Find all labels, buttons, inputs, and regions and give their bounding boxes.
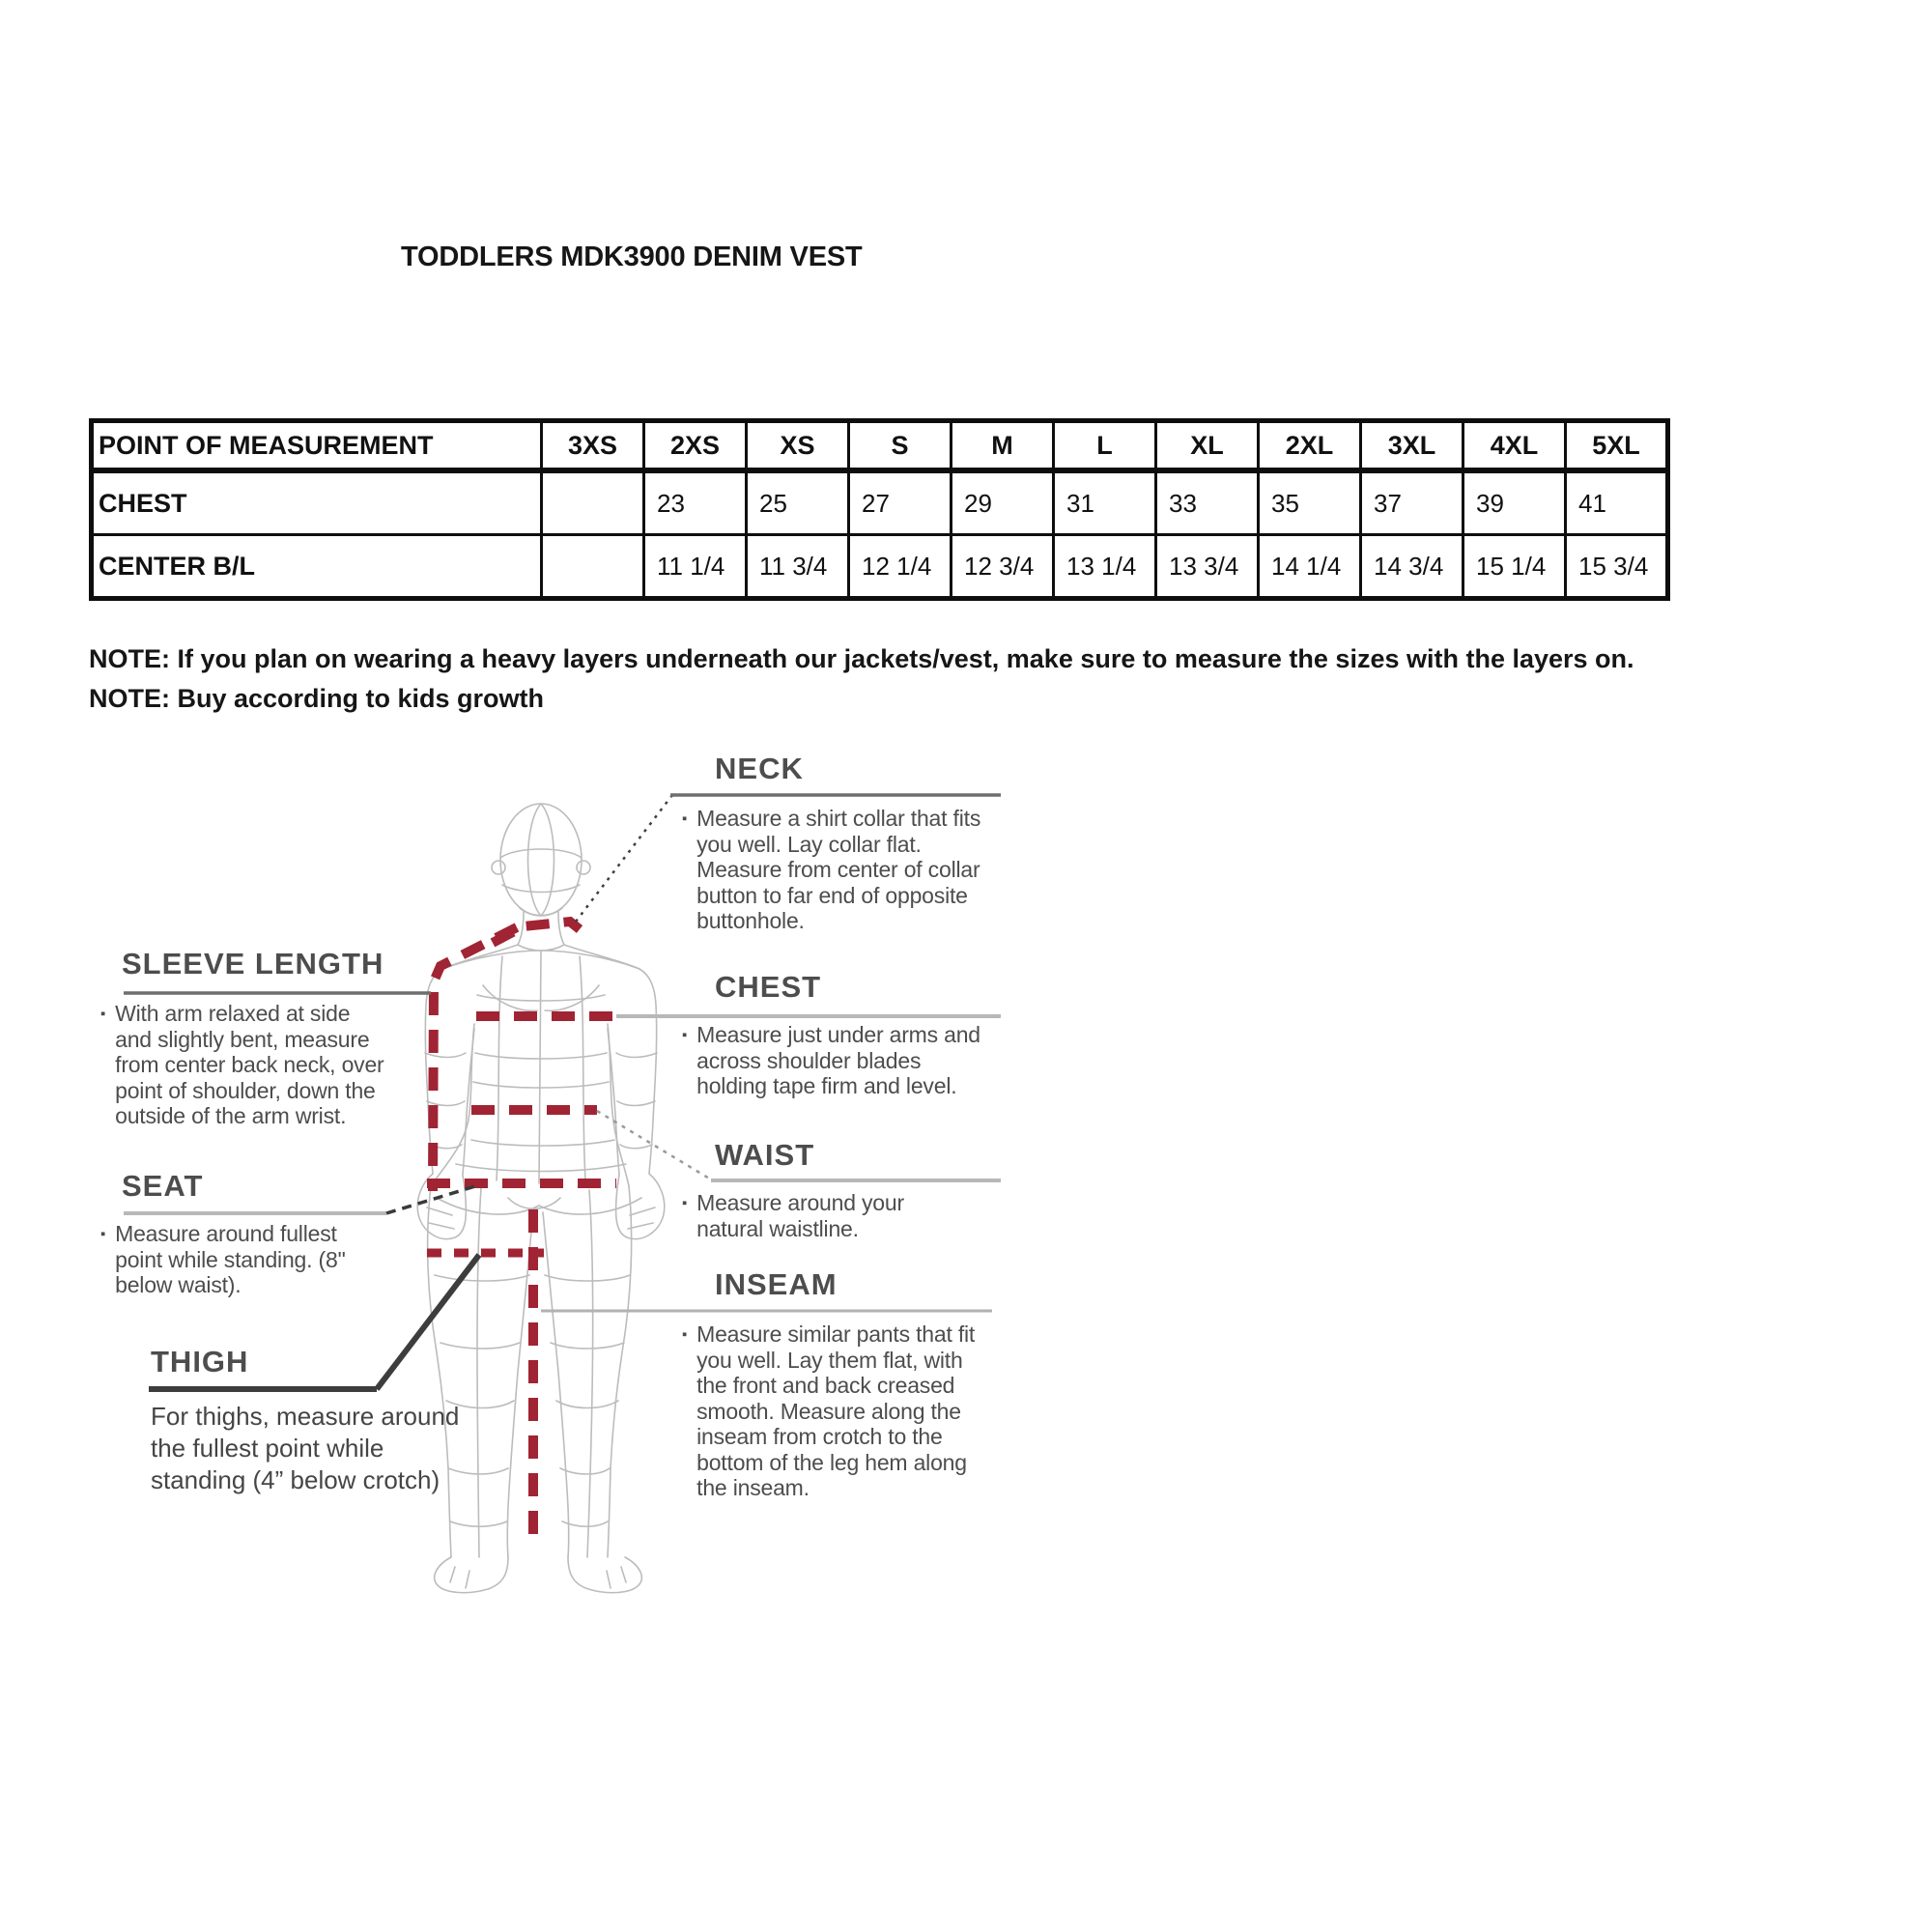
table-row — [92, 470, 1668, 535]
table-cell — [542, 535, 644, 599]
column-header: L — [1054, 421, 1156, 471]
column-header: POINT OF MEASUREMENT — [92, 421, 542, 471]
table-cell: 35 — [1259, 470, 1361, 535]
sleeve-length-description: ▪ With arm relaxed at side and slightly bent, measure from center back neck, over point of shoulder, down the outside of the arm wrist. — [100, 1001, 384, 1128]
table-row — [92, 535, 1668, 599]
table-cell: 25 — [747, 470, 849, 535]
waist-description: ▪ Measure around your natural waistline. — [682, 1190, 904, 1241]
inseam-heading: INSEAM — [715, 1267, 838, 1301]
table-cell: 33 — [1156, 470, 1259, 535]
note-growth: NOTE: Buy according to kids growth — [89, 684, 545, 713]
neck-description: ▪ Measure a shirt collar that fits you well. Lay collar flat. Measure from center of collar button to far end of opposite buttonhole. — [682, 806, 981, 933]
column-header: 2XL — [1259, 421, 1361, 471]
row-label: CENTER B/L — [92, 535, 542, 599]
bullet-icon: ▪ — [682, 1195, 688, 1211]
table-cell: 23 — [644, 470, 747, 535]
table-cell: 12 1/4 — [849, 535, 952, 599]
table-cell: 12 3/4 — [952, 535, 1054, 599]
neck-leader-line — [576, 795, 672, 922]
row-label: CHEST — [92, 470, 542, 535]
sleeve-measure-line — [433, 927, 517, 1191]
bullet-icon: ▪ — [682, 1326, 688, 1343]
table-cell: 11 1/4 — [644, 535, 747, 599]
column-header: XL — [1156, 421, 1259, 471]
waist-heading: WAIST — [715, 1138, 815, 1172]
table-cell: 14 3/4 — [1361, 535, 1463, 599]
chest-heading: CHEST — [715, 970, 822, 1004]
column-header: 4XL — [1463, 421, 1566, 471]
table-cell: 27 — [849, 470, 952, 535]
bullet-icon: ▪ — [100, 1226, 106, 1242]
table-cell: 15 3/4 — [1566, 535, 1668, 599]
waist-leader-line — [597, 1111, 711, 1179]
thigh-description: For thighs, measure around the fullest point while standing (4” below crotch) — [151, 1402, 460, 1494]
table-cell: 39 — [1463, 470, 1566, 535]
bullet-icon: ▪ — [682, 1027, 688, 1043]
page-title: TODDLERS MDK3900 DENIM VEST — [401, 242, 863, 272]
size-table — [89, 418, 1670, 601]
chest-description: ▪ Measure just under arms and across shoulder blades holding tape firm and level. — [682, 1022, 980, 1098]
bullet-icon: ▪ — [682, 810, 688, 827]
column-header: 3XL — [1361, 421, 1463, 471]
table-cell: 29 — [952, 470, 1054, 535]
column-header: M — [952, 421, 1054, 471]
bullet-icon: ▪ — [100, 1006, 106, 1022]
column-header: 5XL — [1566, 421, 1668, 471]
column-header: 3XS — [542, 421, 644, 471]
table-cell: 11 3/4 — [747, 535, 849, 599]
measurement-diagram — [87, 734, 1014, 1618]
thigh-heading: THIGH — [151, 1345, 249, 1378]
column-header: S — [849, 421, 952, 471]
neck-heading: NECK — [715, 752, 804, 785]
table-cell: 13 3/4 — [1156, 535, 1259, 599]
table-header-row — [92, 421, 1668, 471]
table-cell — [542, 470, 644, 535]
inseam-description: ▪ Measure similar pants that fit you well. Lay them flat, with the front and back creased smooth. Measure along the inseam from crotch to the bottom of the leg hem along the inseam. — [682, 1321, 976, 1500]
seat-description: ▪ Measure around fullest point while standing. (8" below waist). — [100, 1221, 346, 1297]
seat-heading: SEAT — [122, 1169, 204, 1203]
table-cell: 31 — [1054, 470, 1156, 535]
table-cell: 15 1/4 — [1463, 535, 1566, 599]
sleeve-length-heading: SLEEVE LENGTH — [122, 947, 384, 980]
column-header: 2XS — [644, 421, 747, 471]
note-layers: NOTE: If you plan on wearing a heavy layers underneath our jackets/vest, make sure to measure the sizes with the layers on. — [89, 644, 1634, 673]
table-cell: 41 — [1566, 470, 1668, 535]
notes-block — [89, 639, 1731, 719]
table-cell: 13 1/4 — [1054, 535, 1156, 599]
column-header: XS — [747, 421, 849, 471]
table-cell: 14 1/4 — [1259, 535, 1361, 599]
table-cell: 37 — [1361, 470, 1463, 535]
